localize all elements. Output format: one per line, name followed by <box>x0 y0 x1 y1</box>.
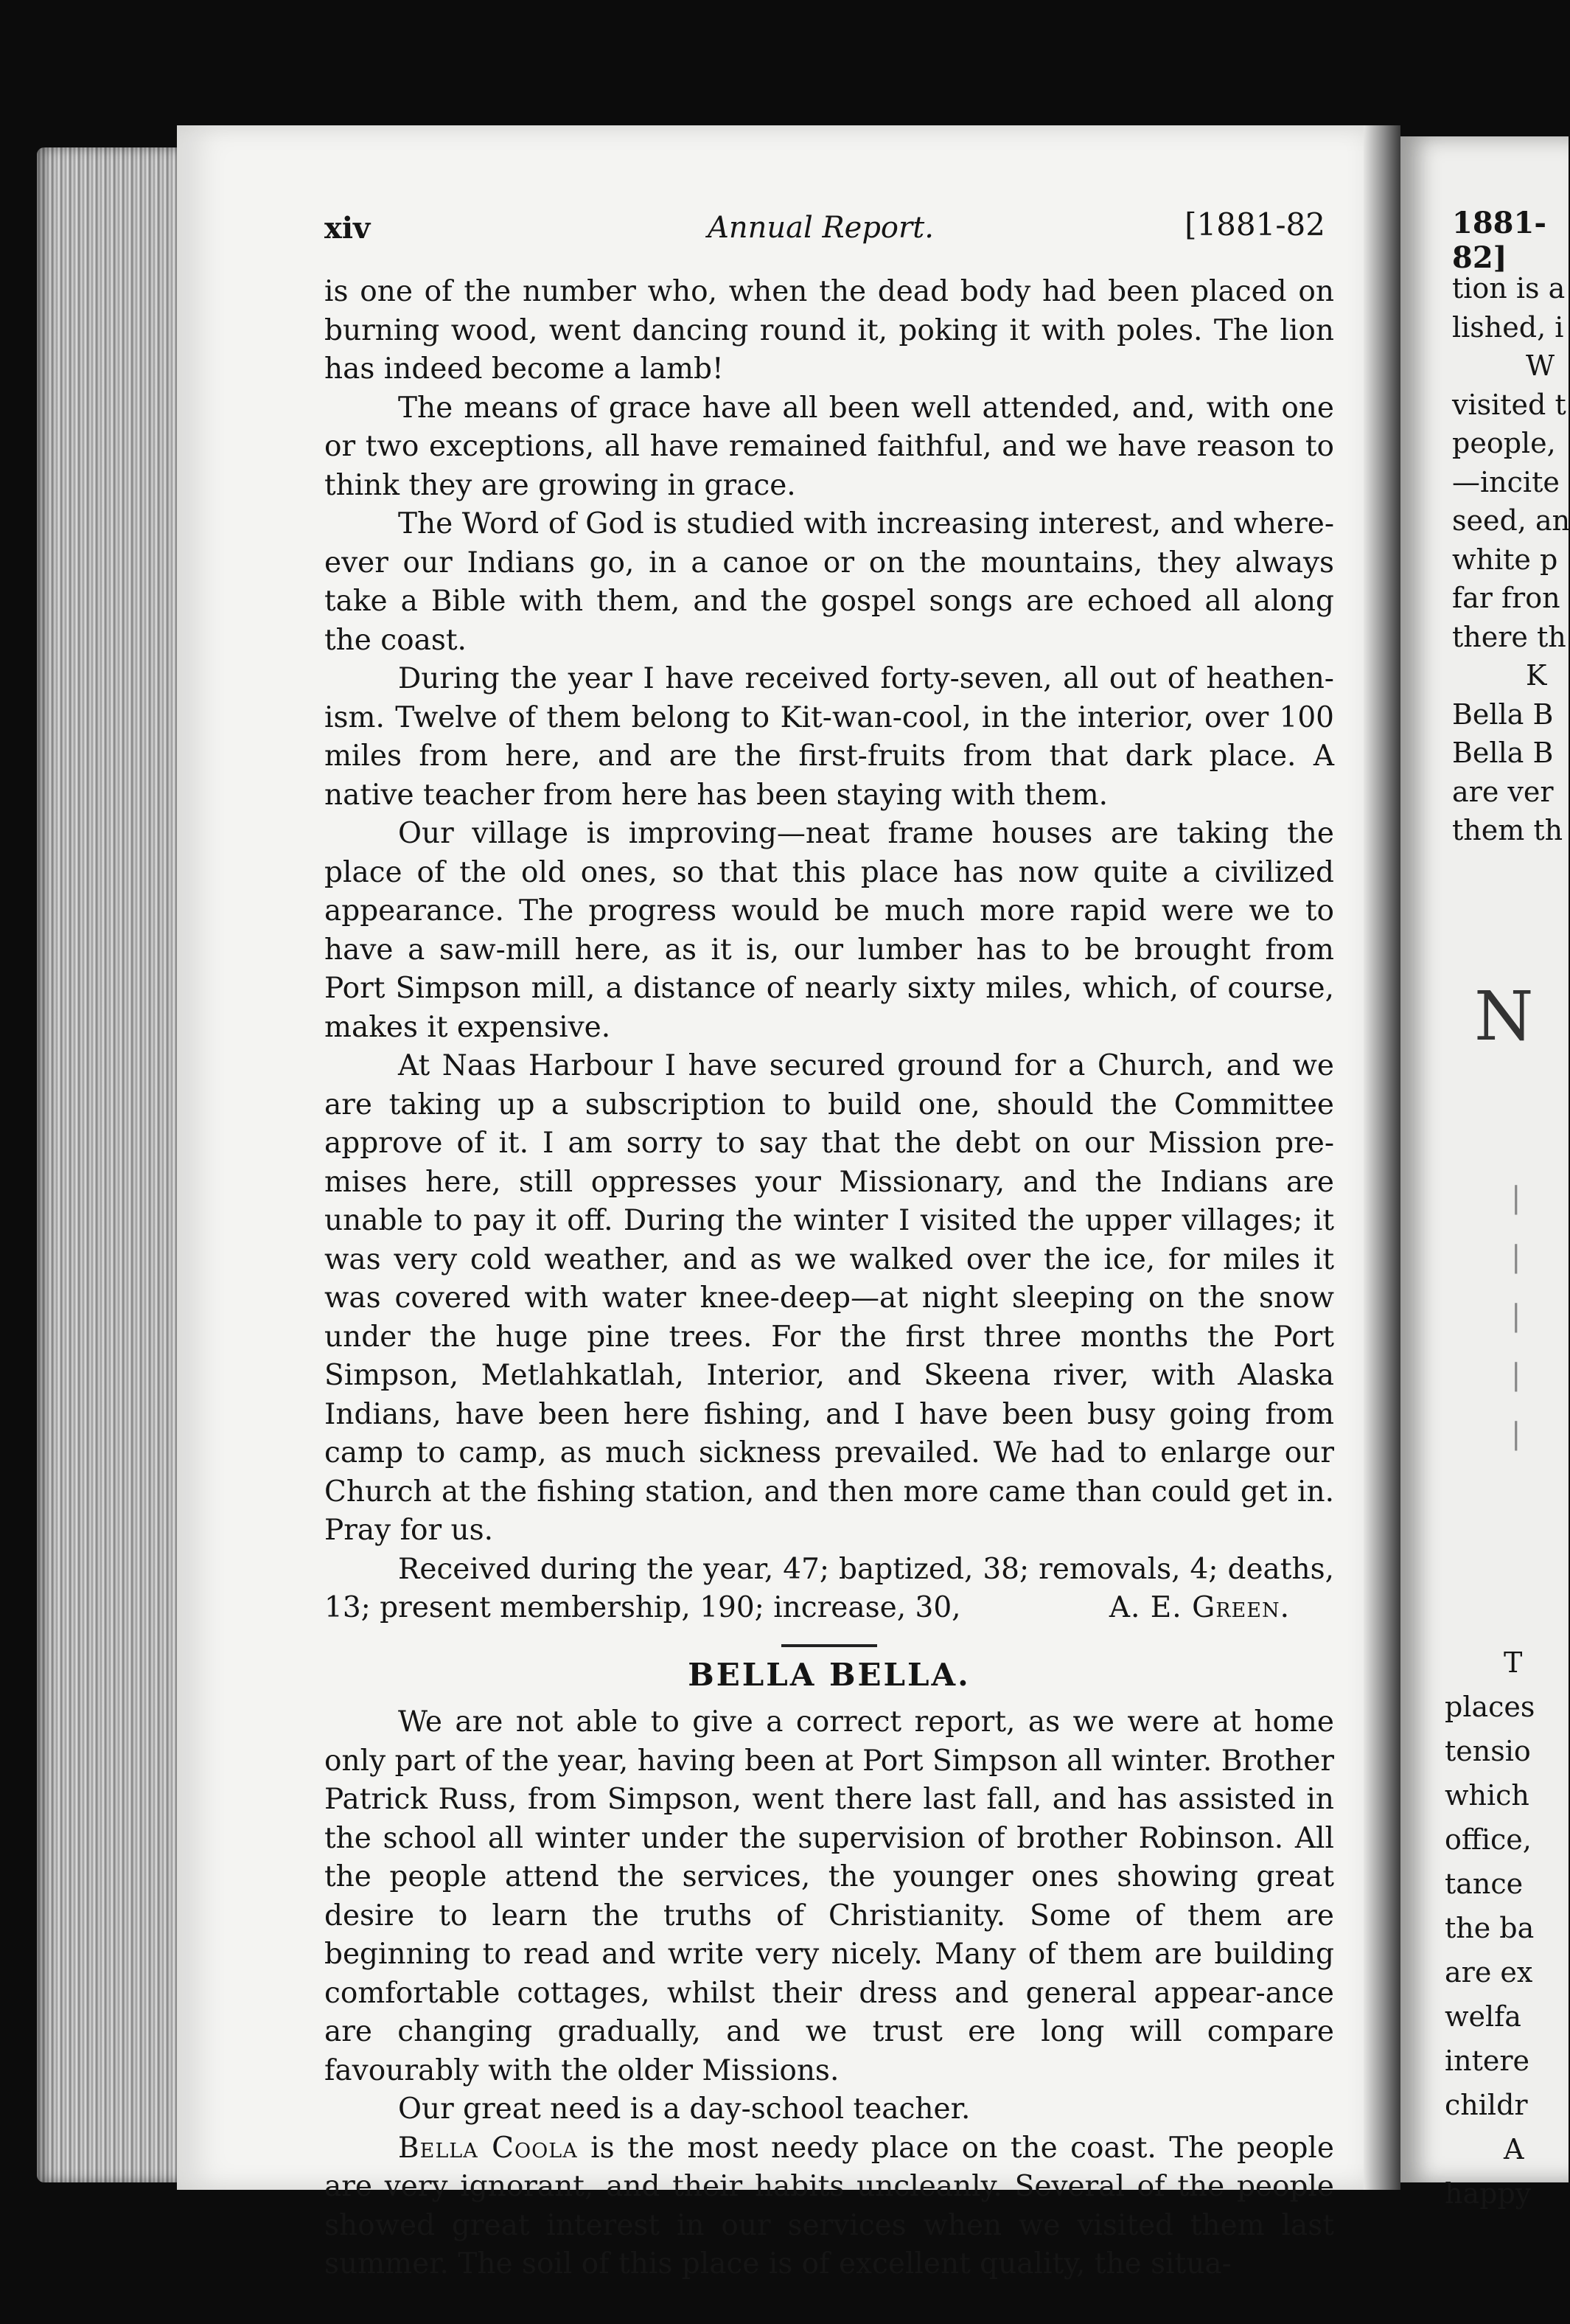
text-fragment: white p <box>1452 543 1558 576</box>
paragraph: We are not able to give a correct report, as we were at home only part of the year, having been at Port Simpson all winter. Brother Patrick Russ, from Simpson, went there last fall, and has assisted in the school all winter under the supervision of brother Robinson. All the people attend the services, the younger ones showing great desire to learn the truths of Christianity. Some of them are beginning to read and write very nicely. Many of them are building comfortable cottages, whilst their dress and general appear-ance are changing gradually, and we trust ere long will compare favourably with the older Missions. <box>324 1705 1334 2087</box>
text-fragment: visited t <box>1452 388 1566 421</box>
text-fragment: Bella B <box>1452 697 1554 731</box>
text-fragment: places <box>1445 1691 1535 1723</box>
text-fragment: K <box>1526 659 1547 692</box>
paragraph: is one of the number who, when the dead body had been placed on burning wood, went dancing round it, poking it with poles. The lion has indeed become a lamb! <box>324 275 1334 386</box>
text-fragment: office, <box>1445 1823 1532 1856</box>
right-page-lower-text <box>1445 1641 1535 2216</box>
text-fragment: lished, i <box>1452 310 1564 344</box>
text-fragment: seed, an <box>1452 504 1570 537</box>
text-fragment: W <box>1526 349 1555 382</box>
text-fragment: childr <box>1445 2089 1528 2121</box>
place-name: Bella Coola <box>398 2131 578 2165</box>
text-fragment: welfa <box>1445 2000 1521 2033</box>
book-gutter <box>1364 125 1400 2190</box>
paragraph: Our great need is a day-school teacher. <box>398 2092 971 2126</box>
section-divider <box>781 1644 877 1647</box>
statistics-text: Received during the year, 47; baptized, 38; removals, 4; deaths, 13; present membership, 190; increase, 30, <box>324 1552 1334 1624</box>
right-page-year: 1881-82] <box>1452 206 1546 275</box>
text-fragment: are ex <box>1445 1956 1533 1989</box>
paragraph <box>324 2129 1334 2284</box>
text-fragment: intere <box>1445 2045 1530 2077</box>
page-header <box>324 206 1327 251</box>
paragraph: The Word of God is studied with increasing interest, and where-ever our Indians go, in a canoe or on the mountains, they always take a Bible with them, and the gospel songs are echoed all along the coast. <box>324 507 1334 657</box>
page-number: xiv <box>324 211 371 246</box>
text-fragment: tensio <box>1445 1735 1531 1767</box>
text-fragment: A <box>1504 2133 1524 2165</box>
paragraph: The means of grace have all been well attended, and, with one or two exceptions, all have remained faithful, and we have reason to think they are growing in grace. <box>324 391 1334 502</box>
book-fore-edge <box>37 147 184 2182</box>
statistics-paragraph <box>324 1551 1334 1628</box>
text-fragment: tion is a <box>1452 272 1566 305</box>
text-fragment: the ba <box>1445 1912 1535 1944</box>
running-title: Annual Report. <box>708 211 934 245</box>
text-fragment: far fron <box>1452 582 1560 614</box>
faint-print-marks: | | | | | <box>1511 1181 1521 1451</box>
header-year: [1881-82 <box>1185 206 1325 243</box>
text-fragment: there th <box>1452 620 1566 653</box>
right-page-fragment <box>1400 136 1570 2210</box>
text-fragment: which <box>1445 1779 1529 1812</box>
section-title: BELLA BELLA. <box>688 1656 971 1693</box>
paragraph: During the year I have received forty-seven, all out of heathen-ism. Twelve of them belong to Kit-wan-cool, in the interior, over 100 miles from here, and are the first-fruits from that dark place. A native teacher from here has been staying with them. <box>324 662 1334 812</box>
left-page-body <box>324 273 1334 2284</box>
signature: A. E. Green. <box>1109 1591 1290 1624</box>
heading-letter: N <box>1474 977 1534 1056</box>
text-fragment: happy <box>1445 2177 1532 2210</box>
text-fragment: tance <box>1445 1868 1524 1900</box>
text-fragment: them th <box>1452 814 1563 846</box>
right-page-upper-text <box>1452 269 1570 850</box>
paragraph-text: is the most needy place on the coast. The people are very ignorant, and their habits uncleanly. Several of the people showed great interest in our services when we visited them last summer. The soil of this place is of excellent quality, the situa- <box>324 2131 1334 2280</box>
text-fragment: —incite <box>1452 465 1560 498</box>
text-fragment: T <box>1504 1646 1523 1679</box>
paragraph: Our village is improving—neat frame houses are taking the place of the old ones, so that this place has now quite a civilized appearance. The progress would be much more rapid were we to have a saw-mill here, as it is, our lumber has to be brought from Port Simpson mill, a distance of nearly sixty miles, which, of course, makes it expensive. <box>324 817 1334 1044</box>
text-fragment: are ver <box>1452 775 1554 808</box>
text-fragment: people, <box>1452 427 1556 459</box>
text-fragment: Bella B <box>1452 737 1554 769</box>
paragraph: At Naas Harbour I have secured ground for a Church, and we are taking up a subscription to build one, should the Committee approve of it. I am sorry to say that the debt on our Mission pre-mises here, still oppresses your Missionary, and the Indians are unable to pay it off. During the winter I visited the upper villages; it was very cold weather, and as we walked over the ice, for miles it was covered with water knee-deep—at night sleeping on the snow under the huge pine trees. For the first three months the Port Simpson, Metlahkatlah, Interior, and Skeena river, with Alaska Indians, have been here fishing, and I have been busy going from camp to camp, as much sickness prevailed. We had to enlarge our Church at the fishing station, and then more came than could get in. Pray for us. <box>324 1049 1334 1547</box>
